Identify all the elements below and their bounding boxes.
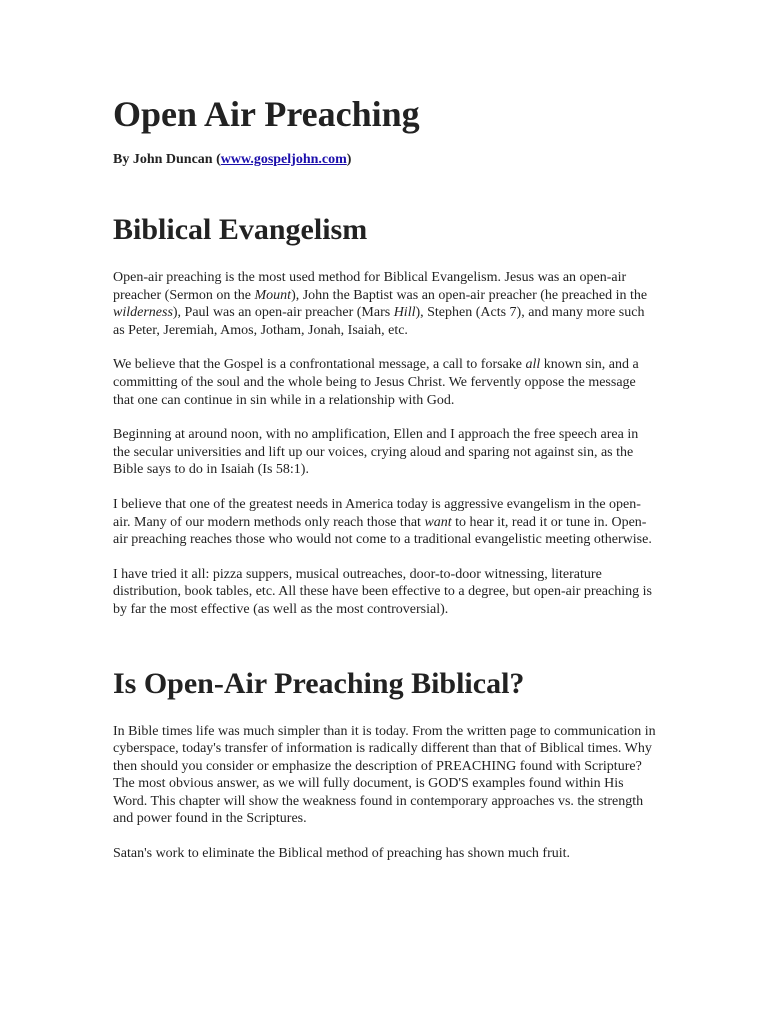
paragraph xyxy=(113,269,658,339)
paragraph: Satan's work to eliminate the Biblical method of preaching has shown much fruit. xyxy=(113,846,571,862)
text-run: ), Paul was an open-air preacher (Mars xyxy=(172,305,394,321)
page-title: Open Air Preaching xyxy=(113,94,420,134)
emphasis-text: all xyxy=(525,357,541,373)
paragraph: In Bible times life was much simpler than it is today. From the written page to communication in cyberspace, today's transfer of information is radically different than that of Biblical times. Why then should you consider or emphasize the description of PREACHING found with Scripture? The most obvious answer, as we will fully document, is GOD'S examples found within His Word. This chapter will show the weakness found in contemporary approaches vs. the strength and power found in the Scriptures. xyxy=(113,723,656,827)
author-website-link[interactable]: www.gospeljohn.com xyxy=(220,152,347,167)
text-run: to hear it, read it or tune in. Open-air preaching reaches those who would not come to a traditional evangelistic meeting otherwise. xyxy=(113,514,652,548)
paragraph: I have tried it all: pizza suppers, musical outreaches, door-to-door witnessing, literature distribution, book tables, etc. All these have been effective to a degree, but open-air preaching is by far the most effective (as well as the most controversial). xyxy=(113,566,652,617)
byline-prefix: By John Duncan ( xyxy=(113,152,221,167)
emphasis-text: Hill xyxy=(393,305,416,321)
emphasis-text: wilderness xyxy=(113,305,173,321)
text-run: known sin, and a committing of the soul and the whole being to Jesus Christ. We fervently oppose the message that one can continue in sin while in a relationship with God. xyxy=(113,357,639,408)
text-run: I believe that one of the greatest needs in America today is aggressive evangelism in the open-air. Many of our modern methods only reach those that xyxy=(113,496,641,530)
emphasis-text: Mount xyxy=(254,287,292,303)
text-run: Open-air preaching is the most used method for Biblical Evangelism. Jesus was an open-air preacher (Sermon on the xyxy=(113,270,627,303)
paragraph xyxy=(113,496,658,549)
text-run: We believe that the Gospel is a confrontational message, a call to forsake xyxy=(113,357,526,373)
text-run: ), Stephen (Acts 7), and many more such as Peter, Jeremiah, Amos, Jotham, Jonah, Isaiah, etc. xyxy=(113,305,645,338)
byline-suffix: ) xyxy=(346,152,352,167)
emphasis-text: want xyxy=(424,514,452,530)
section-heading-biblical-evangelism: Biblical Evangelism xyxy=(113,213,368,246)
byline xyxy=(113,151,658,169)
paragraph xyxy=(113,356,658,409)
section-heading-is-open-air-preaching-biblical: Is Open-Air Preaching Biblical? xyxy=(113,666,525,700)
paragraph: Beginning at around noon, with no amplification, Ellen and I approach the free speech area in the secular universities and lift up our voices, crying aloud and sparing not against sin, as the Bible says to do in Isaiah (Is 58:1). xyxy=(113,427,639,478)
document-body xyxy=(113,92,658,863)
text-run: ), John the Baptist was an open-air preacher (he preached in the xyxy=(291,287,648,303)
